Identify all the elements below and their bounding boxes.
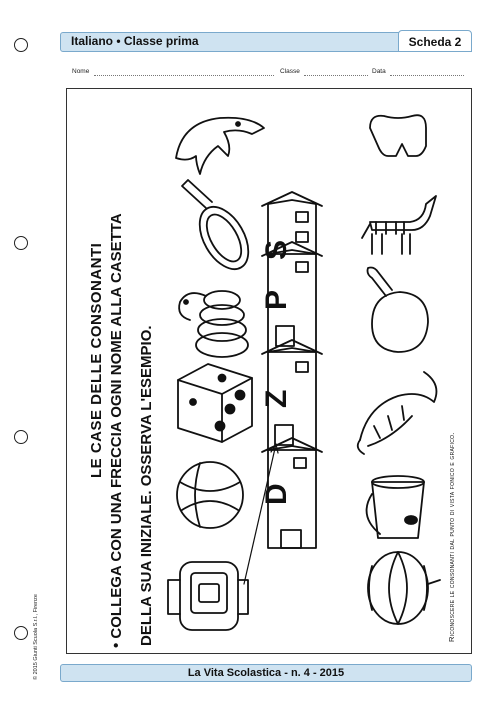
- footer-band: La Vita Scolastica - n. 4 - 2015: [60, 664, 472, 682]
- backpack-icon: [168, 562, 248, 630]
- shrimp-icon: [358, 372, 437, 454]
- instruction-line-1: • COLLEGA CON UNA FRECCIA OGNI NOME ALLA CASETTA: [108, 213, 125, 648]
- instruction-line-2: DELLA SUA INIZIALE. OSSERVA L'ESEMPIO.: [138, 325, 155, 646]
- class-label: Classe: [280, 68, 300, 75]
- dolphin-icon: [176, 118, 264, 174]
- date-label: Data: [372, 68, 386, 75]
- example-arrow: [244, 444, 276, 584]
- house-letter-d: D: [260, 483, 293, 505]
- header-title: Italiano • Classe prima: [71, 34, 199, 48]
- sheet-label: Scheda 2: [398, 30, 472, 52]
- worksheet-title: LE CASE DELLE CONSONANTI: [88, 242, 105, 478]
- bucket-icon: [367, 476, 424, 538]
- copyright-note: © 2015 Giunti Scuola S.r.l., Firenze: [33, 594, 39, 680]
- learning-objective-note: Riconoscere le consonanti dal punto di vista fonico e grafico.: [447, 432, 456, 642]
- house-letter-z: Z: [260, 389, 293, 408]
- snake-icon: [179, 291, 248, 357]
- pumpkin-icon: [368, 552, 440, 624]
- chicken-leg-icon: [368, 268, 429, 353]
- house-letter-s: S: [260, 239, 293, 260]
- dice-icon: [178, 364, 252, 442]
- frying-pan-icon: [182, 180, 258, 277]
- house-letter-p: P: [260, 289, 293, 310]
- name-label: Nome: [72, 68, 90, 75]
- tooth-icon: [370, 115, 426, 156]
- zebra-icon: [362, 196, 436, 254]
- ball-icon: [177, 462, 243, 528]
